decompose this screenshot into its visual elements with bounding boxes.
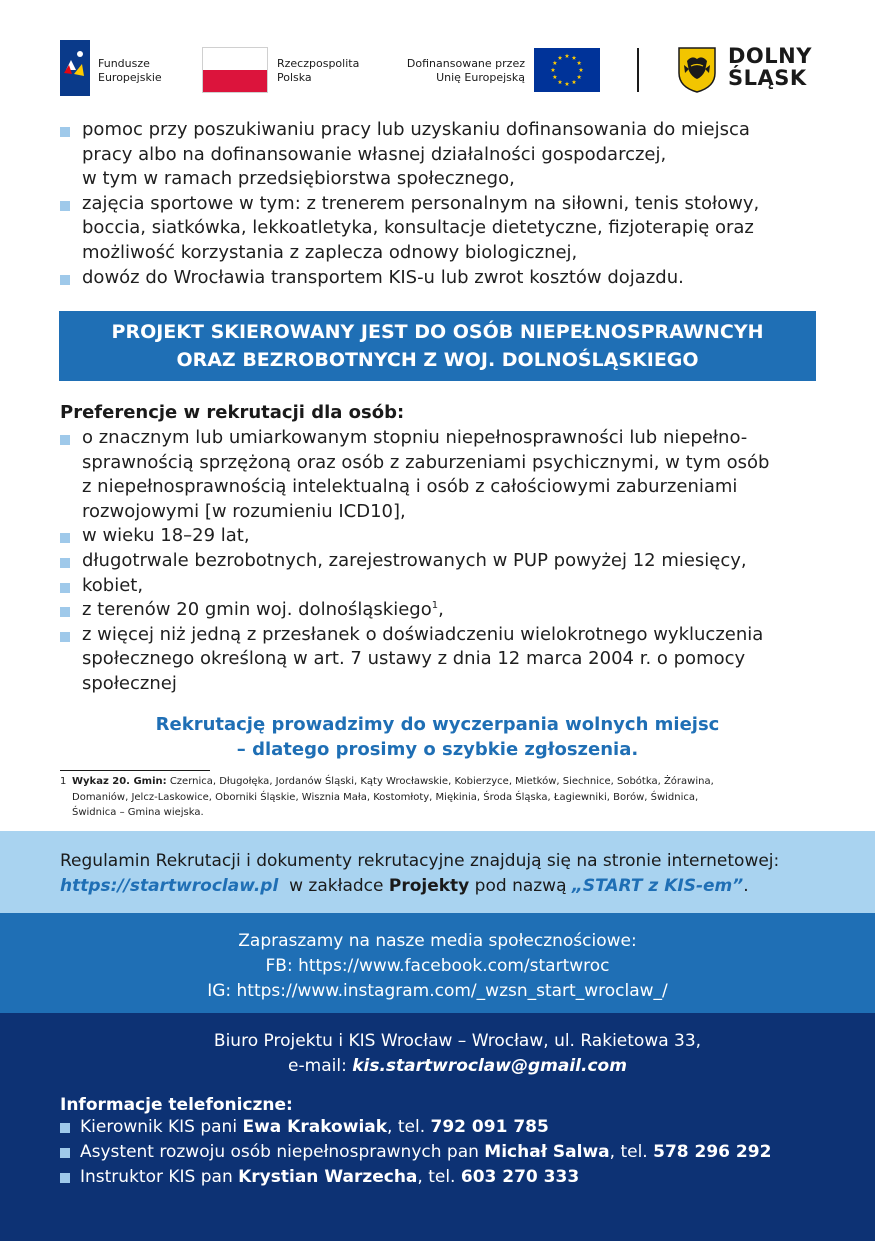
footnote: 1 Wykaz 20. Gmin: Czernica, Długołęka, Jordanów Śląski, Kąty Wrocławskie, Kobierzyce, Mietków, Siechnice, Sobótka, Żórawina, Domaniów, Jelcz-Laskowice, Oborniki Śląskie, Wisznia Mała, Kostomłoty, Miękinia, Środa Śląska, Łagiewniki, Borów, Świdnica, Świdnica – Gmina wiejska. [60,776,714,818]
regulations-text: Regulamin Rekrutacji i dokumenty rekrutacyjne znajdują się na stronie internetowej: [60,851,780,871]
rzeczpospolita-polska-label: Rzeczpospolita Polska [277,57,360,84]
social-heading: Zapraszamy na nasze media społecznościowe: [238,931,637,951]
list-item: w wieku 18–29 lat, [60,524,820,549]
contact-band: Biuro Projektu i KIS Wrocław – Wrocław, ul. Rakietowa 33, e-mail: kis.startwroclaw@gmail.com Informacje telefoniczne: Kierownik KIS pani Ewa Krakowiak, tel. 792 091 785 Asystent rozwoju osób niepełnosprawnych pan Michał Salwa, tel. 578 296 292 Instruktor KIS pan Krystian Warzecha, tel. 603 270 333 [0,1013,875,1241]
list-item: o znacznym lub umiarkowanym stopniu niepełnosprawności lub niepełno- sprawnością sprzężoną oraz osób z zaburzeniami psychicznymi, w tym osób z niepełnosprawnością intelektualną i osób z całościowymi zaburzeniami rozwojowymi [w rozumieniu ICD10], [60,426,820,524]
list-item: długotrwale bezrobotnych, zarejestrowanych w PUP powyżej 12 miesięcy, [60,549,820,574]
facebook-link[interactable]: : https://www.facebook.com/startwroc [286,956,610,976]
footnote-number: 1 [60,776,67,787]
email-link[interactable]: kis.startwroclaw@gmail.com [352,1056,627,1076]
footnote-marker: 1 [431,600,439,612]
list-item: kobiet, [60,574,820,599]
preferences-list [60,426,820,697]
dolny-slask-crest-icon [678,47,716,93]
phones-heading: Informacje telefoniczne: [60,1095,293,1115]
banner-line: PROJEKT SKIEROWANY JEST DO OSÓB NIEPEŁNOSPRAWNCYH [111,321,764,343]
phones-list [60,1115,840,1190]
office-address: Biuro Projektu i KIS Wrocław – Wrocław, ul. Rakietowa 33, [213,1031,702,1051]
website-link[interactable]: https://startwroclaw.pl [60,876,279,896]
phone-number[interactable]: 603 270 333 [460,1167,580,1187]
banner-line: ORAZ BEZROBOTNYCH Z WOJ. DOLNOŚLĄSKIEGO [176,349,699,371]
list-item: zajęcia sportowe w tym: z trenerem personalnym na siłowni, tenis stołowy, boccia, siatkówka, lekkoatletyka, konsultacje dietetyczne, fizjoterapię oraz możliwość korzystania z zaplecza odnowy biologicznej, [60,192,820,266]
list-item: pomoc przy poszukiwaniu pracy lub uzyskaniu dofinansowania do miejsca pracy albo na dofinansowanie własnej działalności gospodarczej, w tym w ramach przedsiębiorstwa społecznego, [60,118,820,192]
list-item: dowóz do Wrocławia transportem KIS-u lub zwrot kosztów dojazdu. [60,266,820,291]
social-media-band: Zapraszamy na nasze media społecznościowe: FB: https://www.facebook.com/startwroc IG: https://www.instagram.com/_wzsn_start_wroclaw_/ [0,913,875,1013]
benefits-list [60,118,820,290]
list-item: Instruktor KIS pan Krystian Warzecha, tel. 603 270 333 [60,1165,840,1190]
recruitment-note: Rekrutację prowadzimy do wyczerpania wolnych miejsc – dlatego prosimy o szybkie zgłoszenia. [155,714,720,760]
list-item: Asystent rozwoju osób niepełnosprawnych pan Michał Salwa, tel. 578 296 292 [60,1140,840,1165]
eu-funding-label: Dofinansowane przez Unię Europejską [406,57,525,84]
project-name: „START z KIS-em” [571,876,744,896]
footnote-label: Wykaz 20. Gmin: [72,776,167,787]
logo-bar [0,0,875,110]
instagram-link[interactable]: : https://www.instagram.com/_wzsn_start_wroclaw_/ [225,981,668,1001]
projects-tab-label: Projekty [388,876,470,896]
phone-number[interactable]: 792 091 785 [430,1117,549,1137]
list-item: z terenów 20 gmin woj. dolnośląskiego$^1$, [60,598,820,623]
footnote-divider [60,770,210,771]
regulations-band: Regulamin Rekrutacji i dokumenty rekrutacyjne znajdują się na stronie internetowej: https://startwroclaw.pl w zakładce Projekty pod nazwą „START z KIS-em”. [0,831,875,913]
fundusze-europejskie-logo-icon [60,40,90,96]
phone-number[interactable]: 578 296 292 [653,1142,772,1162]
poland-flag-icon [202,47,268,93]
logo-separator [637,48,639,92]
preferences-heading: Preferencje w rekrutacji dla osób: [60,402,405,423]
fundusze-europejskie-label: Fundusze Europejskie [98,57,162,84]
list-item: Kierownik KIS pani Ewa Krakowiak, tel. 792 091 785 [60,1115,840,1140]
dolny-slask-wordmark: DOLNY ŚLĄSK [728,44,812,90]
target-group-banner [59,311,816,381]
list-item: z więcej niż jedną z przesłanek o doświadczeniu wielokrotnego wykluczenia społecznego określoną w art. 7 ustawy z dnia 12 marca 2004 r. o pomocy społecznej [60,623,820,697]
eu-flag-icon [534,48,600,92]
